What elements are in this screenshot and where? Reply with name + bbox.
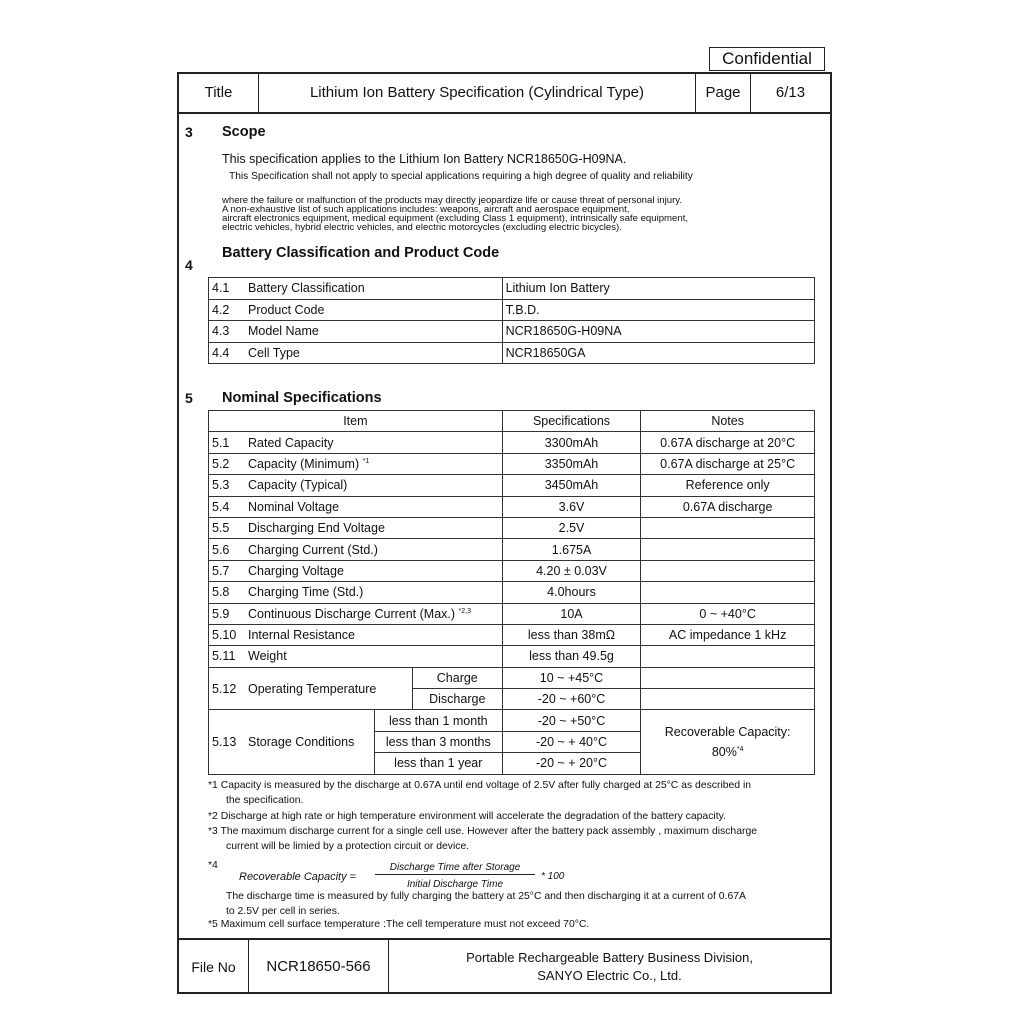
table-row <box>209 517 815 538</box>
spec-note <box>641 667 815 688</box>
spec-item <box>209 582 503 603</box>
item-number: 5.3 <box>212 478 230 493</box>
classification-value: T.B.D. <box>502 299 814 321</box>
table-row <box>209 646 815 667</box>
table-row <box>209 582 815 603</box>
footnote-4-cont: to 2.5V per cell in series. <box>226 906 340 917</box>
item-label: Nominal Voltage <box>248 499 340 514</box>
formula-denominator: Initial Discharge Time <box>406 879 504 890</box>
item-label: Battery Classification <box>248 281 365 296</box>
spec-note: 0.67A discharge <box>641 496 815 517</box>
classification-table <box>208 277 815 364</box>
spec-item <box>209 475 503 496</box>
spec-note: AC impedance 1 kHz <box>641 624 815 645</box>
column-header-notes: Notes <box>641 411 815 432</box>
page-label: Page <box>696 74 751 112</box>
item-label: Charging Current (Std.) <box>248 542 378 557</box>
division-name: Portable Rechargeable Battery Business Division, <box>466 950 753 965</box>
page-number: 6/13 <box>775 84 806 101</box>
spec-item <box>209 453 503 474</box>
classification-item <box>209 299 503 321</box>
item-number: 5.9 <box>212 606 230 621</box>
footnote-1: *1 Capacity is measured by the discharge at 0.67A until end voltage of 2.5V after fully charged at 25°C as described in <box>208 780 752 791</box>
spec-note <box>641 517 815 538</box>
classification-item <box>209 342 503 364</box>
item-number: 5.11 <box>212 649 236 664</box>
scope-text: aircraft electronics equipment, medical equipment (excluding Class 1 equipment), intrinsically safe equipment, <box>222 213 689 224</box>
item-number: 5.13 <box>212 735 237 750</box>
condition-label: Charge <box>412 667 502 688</box>
scope-text: This Specification shall not apply to special applications requiring a high degree of quality and reliability <box>229 171 693 182</box>
section-heading-classification: Battery Classification and Product Code <box>222 245 500 261</box>
item-number: 5.8 <box>212 585 230 600</box>
spec-value: -20 ~ + 40°C <box>502 731 641 752</box>
section-number: 5 <box>185 390 193 406</box>
formula-multiplier: * 100 <box>541 871 565 882</box>
document-title: Lithium Ion Battery Specification (Cylindrical Type) <box>259 74 696 112</box>
storage-note <box>641 710 815 774</box>
section-heading-nominal: Nominal Specifications <box>222 390 382 406</box>
file-number: NCR18650-566 <box>249 940 389 994</box>
spec-note <box>641 560 815 581</box>
item-label: Storage Conditions <box>248 735 355 750</box>
spec-value: 4.20 ± 0.03V <box>502 560 641 581</box>
spec-note: Reference only <box>641 475 815 496</box>
table-row <box>209 453 815 474</box>
table-row <box>209 299 815 321</box>
table-row <box>209 432 815 453</box>
scope-text: This specification applies to the Lithium Ion Battery NCR18650G-H09NA. <box>222 152 627 166</box>
file-no-label: File No <box>179 940 249 994</box>
footnote-4-marker: *4 <box>208 860 218 871</box>
item-number: 5.4 <box>212 499 230 514</box>
item-number: 5.7 <box>212 563 230 578</box>
item-number: 4.4 <box>212 345 230 360</box>
item-label: Capacity (Typical) <box>248 478 348 493</box>
spec-item <box>209 603 503 624</box>
table-row <box>209 560 815 581</box>
formula-lhs: Recoverable Capacity = <box>239 871 357 883</box>
spec-note <box>641 582 815 603</box>
footnote-ref: *2,3 <box>458 607 471 615</box>
table-row <box>209 710 815 731</box>
spec-value: 1.675A <box>502 539 641 560</box>
item-number: 5.12 <box>212 681 237 696</box>
formula-numerator: Discharge Time after Storage <box>375 862 535 875</box>
spec-item <box>209 624 503 645</box>
classification-value: NCR18650G-H09NA <box>502 321 814 343</box>
footnote-3: *3 The maximum discharge current for a single cell use. However after the battery pack assembly , maximum discharge <box>208 826 758 837</box>
spec-value: -20 ~ + 20°C <box>502 753 641 774</box>
condition-label: Discharge <box>412 689 502 710</box>
spec-value: 3350mAh <box>502 453 641 474</box>
section-number: 4 <box>185 257 193 273</box>
spec-item <box>209 667 413 710</box>
item-label: Rated Capacity <box>248 435 334 450</box>
spec-value: 10A <box>502 603 641 624</box>
item-number: 4.1 <box>212 281 230 296</box>
item-label: Capacity (Minimum) <box>248 456 360 471</box>
storage-period: less than 1 month <box>374 710 502 731</box>
spec-value: 3.6V <box>502 496 641 517</box>
recoverable-capacity-value: 80% <box>711 745 737 760</box>
item-label: Continuous Discharge Current (Max.) <box>248 606 456 621</box>
item-label: Cell Type <box>248 345 300 360</box>
scope-text: where the failure or malfunction of the products may directly jeopardize life or cause threat of personal injury. <box>222 195 683 206</box>
item-number: 5.2 <box>212 456 230 471</box>
table-row <box>209 475 815 496</box>
spec-item <box>209 646 503 667</box>
table-row <box>209 278 815 300</box>
spec-item <box>209 496 503 517</box>
table-row <box>209 342 815 364</box>
storage-period: less than 1 year <box>374 753 502 774</box>
spec-value: -20 ~ +60°C <box>502 689 641 710</box>
spec-note: 0 ~ +40°C <box>641 603 815 624</box>
item-number: 4.3 <box>212 324 230 339</box>
spec-value: 4.0hours <box>502 582 641 603</box>
spec-item <box>209 560 503 581</box>
table-row <box>209 496 815 517</box>
spec-value: 10 ~ +45°C <box>502 667 641 688</box>
document-header <box>179 74 830 114</box>
scope-text: electric vehicles, hybrid electric vehicles, and electric motorcycles (excluding electric bicycles). <box>222 222 622 233</box>
spec-value: -20 ~ +50°C <box>502 710 641 731</box>
table-row <box>209 603 815 624</box>
footnote-5: *5 Maximum cell surface temperature :The cell temperature must not exceed 70°C. <box>208 919 590 930</box>
footnote-3-cont: current will be limied by a protection circuit or device. <box>226 841 470 852</box>
classification-item <box>209 278 503 300</box>
title-label: Title <box>179 74 259 112</box>
spec-value: less than 49.5g <box>502 646 641 667</box>
recoverable-capacity-label: Recoverable Capacity: <box>664 724 791 739</box>
spec-note <box>641 539 815 560</box>
spec-value: less than 38mΩ <box>502 624 641 645</box>
document-frame <box>177 72 832 994</box>
column-header-spec: Specifications <box>502 411 641 432</box>
document-footer <box>179 938 830 992</box>
nominal-spec-table <box>208 410 815 775</box>
scope-text: A non-exhaustive list of such applications includes: weapons, aircraft and aerospace equipment, <box>222 204 630 215</box>
confidential-stamp: Confidential <box>709 47 825 71</box>
item-label: Charging Time (Std.) <box>248 585 364 600</box>
classification-value: Lithium Ion Battery <box>502 278 814 300</box>
spec-value: 2.5V <box>502 517 641 538</box>
item-label: Discharging End Voltage <box>248 521 385 536</box>
spec-item <box>209 517 503 538</box>
spec-value: 3450mAh <box>502 475 641 496</box>
table-row <box>209 321 815 343</box>
item-label: Product Code <box>248 302 325 317</box>
item-number: 5.1 <box>212 435 230 450</box>
section-heading-scope: Scope <box>222 124 266 140</box>
table-row <box>209 539 815 560</box>
spec-item <box>209 539 503 560</box>
footnote-4-text: The discharge time is measured by fully charging the battery at 25°C and then discharging it at a current of 0.67A <box>226 891 746 902</box>
table-row <box>209 624 815 645</box>
footnote-ref: *4 <box>736 745 744 753</box>
item-number: 5.5 <box>212 521 230 536</box>
spec-item <box>209 710 375 774</box>
classification-value: NCR18650GA <box>502 342 814 364</box>
item-label: Internal Resistance <box>248 628 356 643</box>
storage-period: less than 3 months <box>374 731 502 752</box>
footnote-1-cont: the specification. <box>226 795 304 806</box>
company-name: SANYO Electric Co., Ltd. <box>537 968 682 983</box>
division-block <box>389 940 830 994</box>
spec-note: 0.67A discharge at 20°C <box>641 432 815 453</box>
spec-note <box>641 689 815 710</box>
item-label: Weight <box>248 649 287 664</box>
item-label: Model Name <box>248 324 319 339</box>
spec-note <box>641 646 815 667</box>
item-label: Operating Temperature <box>248 681 377 696</box>
item-number: 5.10 <box>212 628 237 643</box>
table-row <box>209 667 815 688</box>
spec-item <box>209 432 503 453</box>
classification-item <box>209 321 503 343</box>
footnote-2: *2 Discharge at high rate or high temperature environment will accelerate the degradation of the battery capacity. <box>208 811 726 822</box>
item-number: 4.2 <box>212 302 230 317</box>
item-number: 5.6 <box>212 542 230 557</box>
footnote-ref: *1 <box>362 457 370 465</box>
spec-note: 0.67A discharge at 25°C <box>641 453 815 474</box>
item-label: Charging Voltage <box>248 563 344 578</box>
spec-value: 3300mAh <box>502 432 641 453</box>
section-number: 3 <box>185 124 193 140</box>
table-header-row <box>209 411 815 432</box>
column-header-item: Item <box>209 411 503 432</box>
